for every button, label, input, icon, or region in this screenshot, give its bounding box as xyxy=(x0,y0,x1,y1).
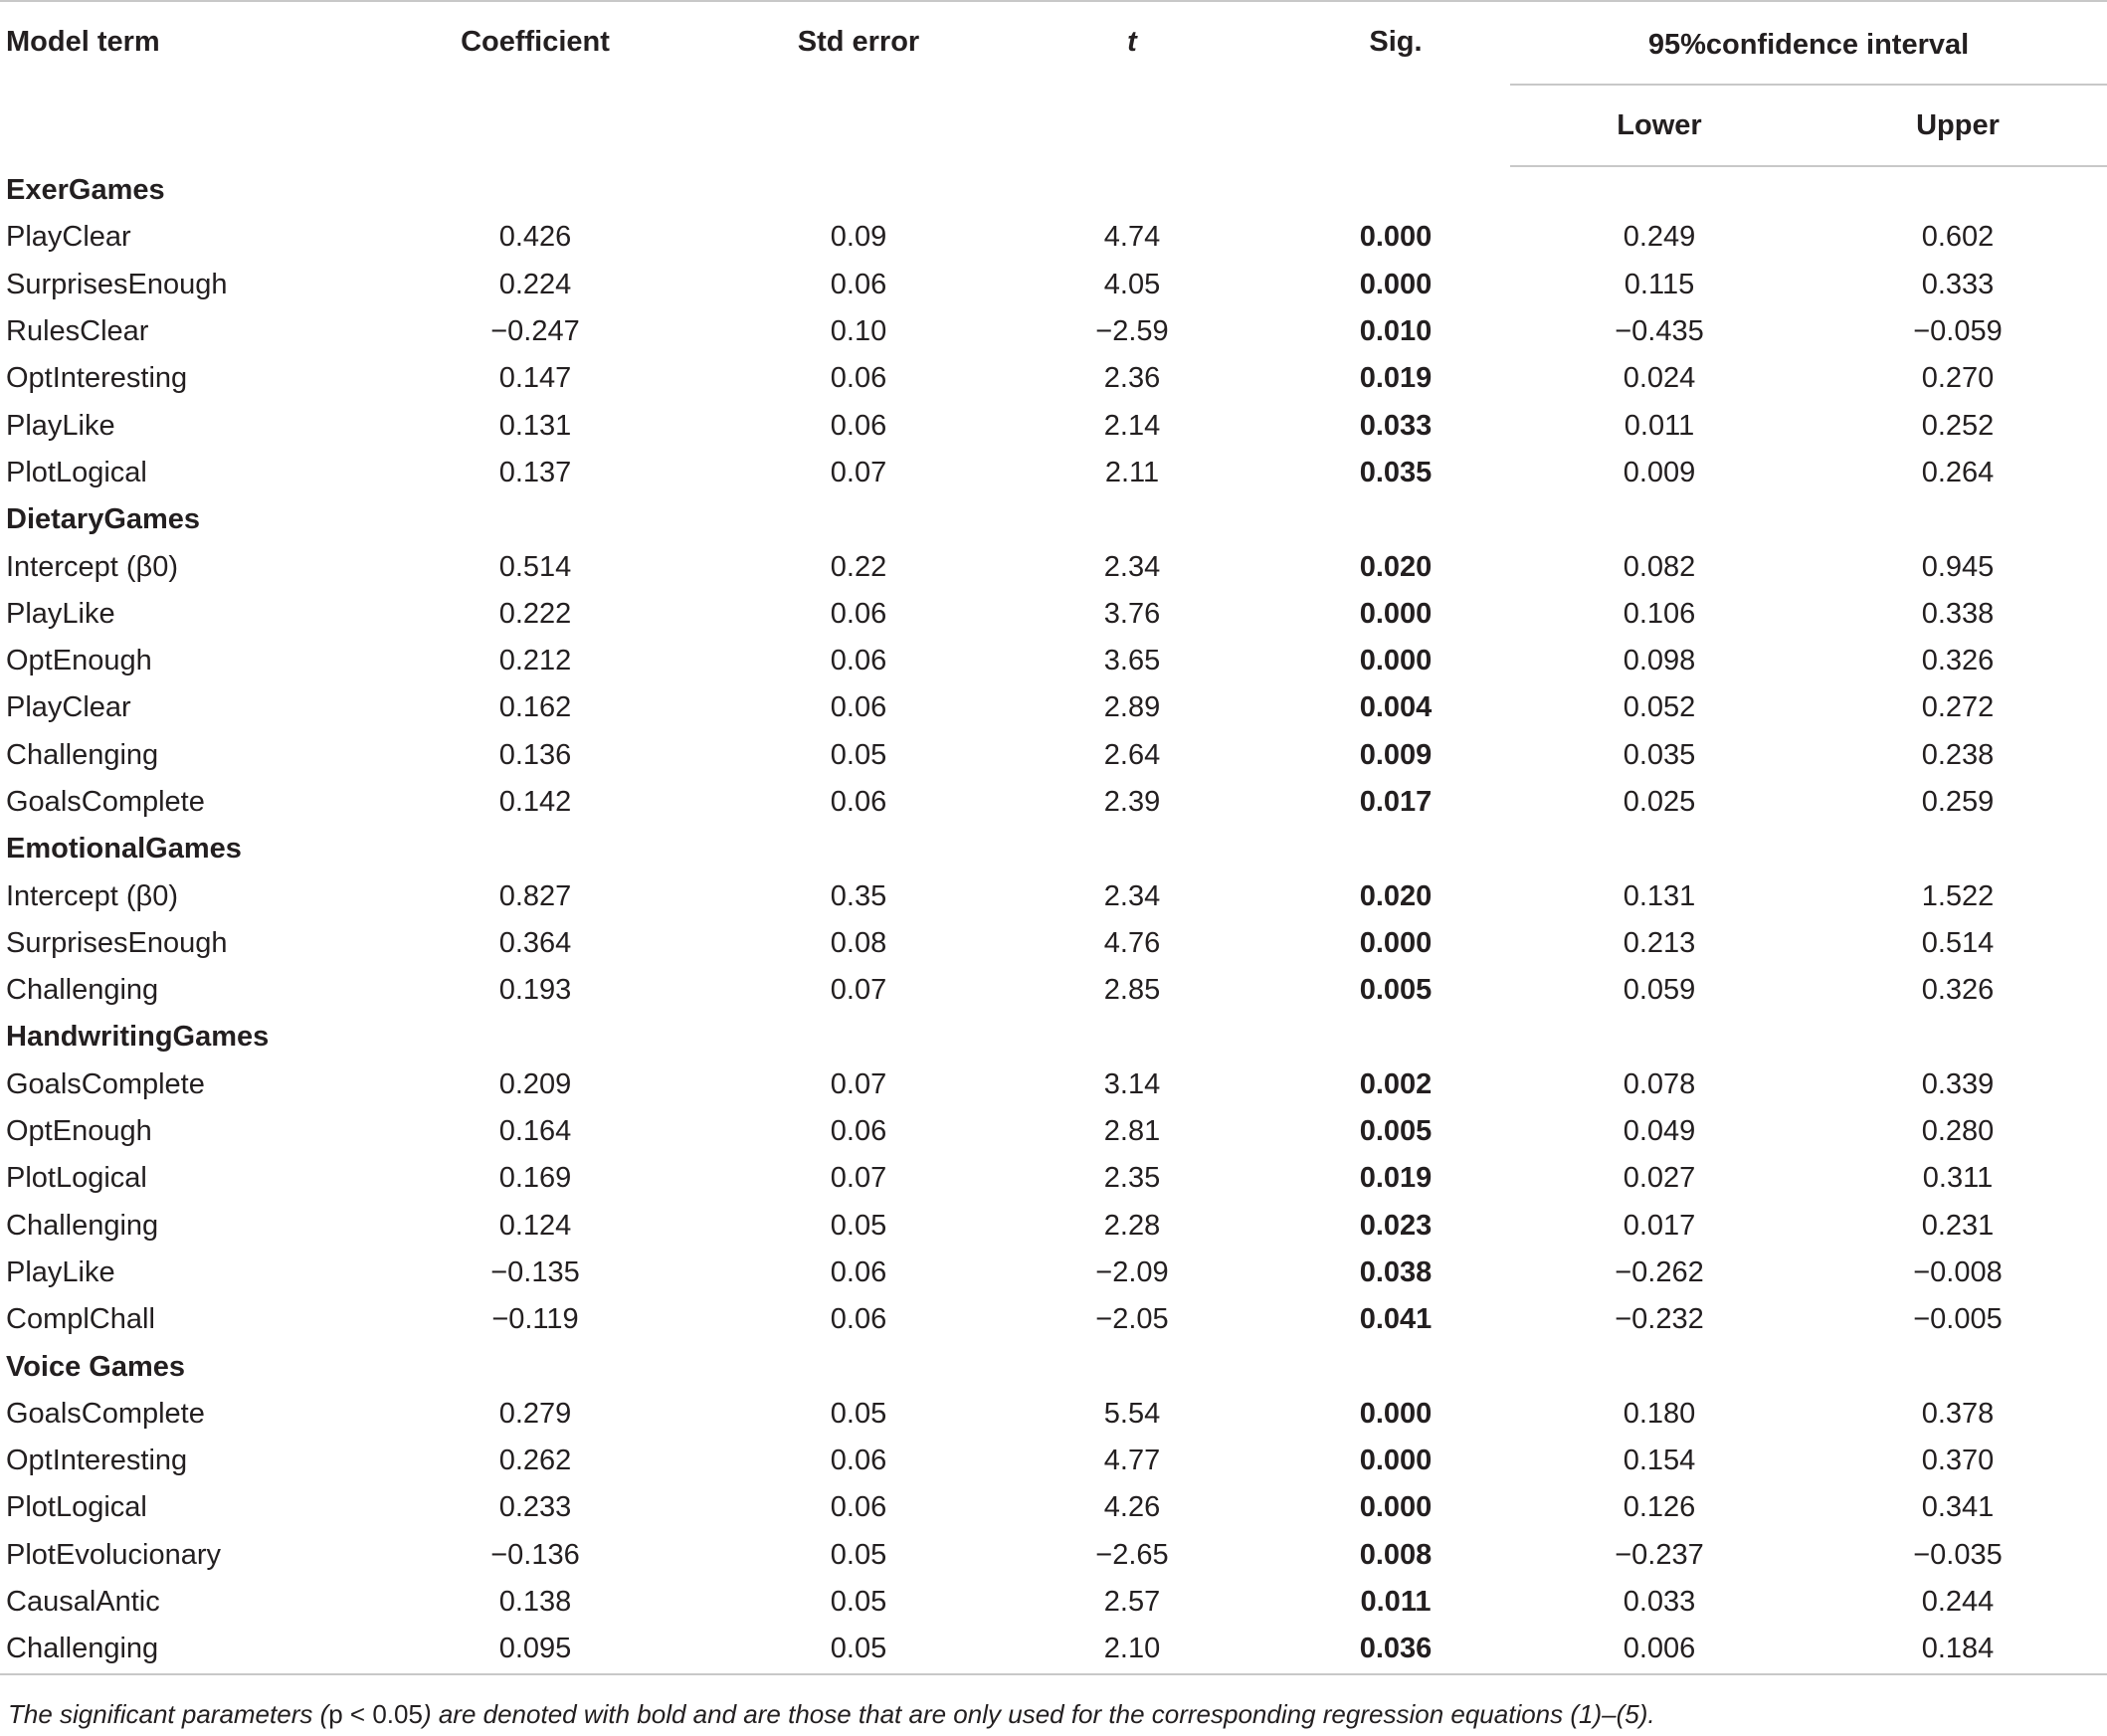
cell-lower: 0.213 xyxy=(1623,926,1696,959)
table-row xyxy=(0,450,2107,496)
cell-t: 2.35 xyxy=(1103,1162,1161,1195)
group-row xyxy=(0,1014,2107,1061)
cell-upper: 0.514 xyxy=(1921,926,1995,959)
table-row xyxy=(0,967,2107,1014)
cell-lower: 0.024 xyxy=(1623,362,1696,395)
cell-upper: 0.602 xyxy=(1921,221,1995,254)
footnote-text-after: ) are denoted with bold and are those that are only used for the corresponding regression equations (1)–(5). xyxy=(422,1699,1655,1729)
cell-sig: 0.041 xyxy=(1359,1303,1433,1336)
cell-term: SurprisesEnough xyxy=(6,268,228,300)
cell-sig: 0.009 xyxy=(1359,738,1433,771)
group-row xyxy=(0,166,2107,214)
cell-lower: 0.017 xyxy=(1623,1209,1696,1242)
cell-lower: 0.027 xyxy=(1623,1162,1696,1195)
cell-std-error: 0.06 xyxy=(830,362,887,395)
cell-t: 2.39 xyxy=(1103,786,1161,818)
cell-upper: 0.259 xyxy=(1921,786,1995,818)
cell-sig: 0.000 xyxy=(1359,268,1433,300)
cell-upper: 0.333 xyxy=(1921,268,1995,300)
cell-coefficient: 0.212 xyxy=(498,645,572,677)
cell-lower: 0.131 xyxy=(1623,879,1696,912)
cell-lower: 0.009 xyxy=(1623,456,1696,488)
cell-sig: 0.017 xyxy=(1359,786,1433,818)
cell-term: PlotLogical xyxy=(6,1162,147,1195)
cell-term: PlayLike xyxy=(6,409,115,442)
group-title: DietaryGames xyxy=(6,503,201,536)
cell-t: 2.57 xyxy=(1103,1586,1161,1619)
table-row xyxy=(0,1108,2107,1155)
cell-t: 4.05 xyxy=(1103,268,1161,300)
cell-upper: 0.945 xyxy=(1921,550,1995,583)
cell-sig: 0.002 xyxy=(1359,1067,1433,1100)
cell-std-error: 0.35 xyxy=(830,879,887,912)
table-row xyxy=(0,1626,2107,1673)
cell-std-error: 0.06 xyxy=(830,409,887,442)
cell-std-error: 0.07 xyxy=(830,456,887,488)
cell-lower: 0.115 xyxy=(1624,268,1695,300)
cell-coefficient: 0.224 xyxy=(498,268,572,300)
cell-lower: 0.059 xyxy=(1623,974,1696,1007)
cell-coefficient: 0.138 xyxy=(498,1586,572,1619)
cell-coefficient: 0.364 xyxy=(498,926,572,959)
cell-upper: 1.522 xyxy=(1921,879,1995,912)
cell-sig: 0.005 xyxy=(1359,1115,1433,1148)
table-row xyxy=(0,638,2107,684)
cell-upper: 0.338 xyxy=(1921,597,1995,630)
cell-term: Intercept (β0) xyxy=(6,879,179,912)
header-upper: Upper xyxy=(1809,85,2107,166)
cell-coefficient: 0.209 xyxy=(498,1067,572,1100)
cell-t: −2.65 xyxy=(1095,1538,1169,1571)
cell-term: GoalsComplete xyxy=(6,1067,205,1100)
table-row xyxy=(0,684,2107,731)
cell-upper: 0.341 xyxy=(1921,1491,1995,1524)
cell-std-error: 0.05 xyxy=(830,1209,887,1242)
group-title: HandwritingGames xyxy=(6,1021,270,1054)
cell-term: SurprisesEnough xyxy=(6,926,228,959)
cell-sig: 0.000 xyxy=(1359,645,1433,677)
cell-sig: 0.038 xyxy=(1359,1255,1433,1288)
cell-upper: 0.231 xyxy=(1921,1209,1995,1242)
cell-term: PlayClear xyxy=(6,691,131,724)
cell-lower: 0.154 xyxy=(1623,1445,1696,1477)
header-confidence-interval: 95%confidence interval xyxy=(1510,6,2107,85)
cell-upper: 0.370 xyxy=(1921,1445,1995,1477)
cell-coefficient: 0.193 xyxy=(498,974,572,1007)
cell-t: −2.09 xyxy=(1095,1255,1169,1288)
cell-term: PlotLogical xyxy=(6,1491,147,1524)
cell-coefficient: 0.514 xyxy=(498,550,572,583)
cell-t: 2.64 xyxy=(1103,738,1161,771)
cell-upper: 0.272 xyxy=(1921,691,1995,724)
cell-term: ComplChall xyxy=(6,1303,155,1336)
cell-lower: 0.126 xyxy=(1623,1491,1696,1524)
cell-t: 4.26 xyxy=(1103,1491,1161,1524)
cell-term: OptInteresting xyxy=(6,362,188,395)
table-row xyxy=(0,1391,2107,1438)
cell-upper: 0.311 xyxy=(1922,1162,1994,1195)
cell-std-error: 0.06 xyxy=(830,1445,887,1477)
cell-std-error: 0.09 xyxy=(830,221,887,254)
cell-t: 2.34 xyxy=(1103,879,1161,912)
cell-std-error: 0.05 xyxy=(734,1626,983,1673)
cell-upper: 0.270 xyxy=(1921,362,1995,395)
cell-coefficient: 0.827 xyxy=(498,879,572,912)
cell-coefficient: 0.095 xyxy=(336,1626,734,1673)
table-row xyxy=(0,1438,2107,1484)
table-row xyxy=(0,1203,2107,1250)
cell-coefficient: 0.124 xyxy=(498,1209,572,1242)
table-row xyxy=(0,543,2107,590)
cell-term: PlayLike xyxy=(6,1255,115,1288)
cell-upper: −0.005 xyxy=(1913,1303,2003,1336)
cell-std-error: 0.06 xyxy=(830,268,887,300)
header-model-term: Model term xyxy=(6,26,160,58)
table-row xyxy=(0,1155,2107,1202)
cell-lower: 0.011 xyxy=(1624,409,1695,442)
table-row xyxy=(0,872,2107,919)
cell-lower: 0.025 xyxy=(1623,786,1696,818)
cell-t: 4.74 xyxy=(1103,221,1161,254)
cell-lower: 0.249 xyxy=(1623,221,1696,254)
cell-sig: 0.000 xyxy=(1359,926,1433,959)
table-row xyxy=(0,591,2107,638)
cell-lower: 0.180 xyxy=(1623,1397,1696,1430)
cell-upper: −0.059 xyxy=(1913,315,2003,348)
cell-t: 4.77 xyxy=(1103,1445,1161,1477)
cell-t: 2.14 xyxy=(1103,409,1161,442)
cell-lower: 0.078 xyxy=(1623,1067,1696,1100)
table-row xyxy=(0,1579,2107,1626)
cell-coefficient: −0.119 xyxy=(491,1303,579,1336)
cell-lower: 0.033 xyxy=(1623,1586,1696,1619)
cell-sig: 0.004 xyxy=(1359,691,1433,724)
cell-std-error: 0.06 xyxy=(830,786,887,818)
table-row xyxy=(0,1061,2107,1108)
cell-t: 2.85 xyxy=(1103,974,1161,1007)
cell-t: 3.65 xyxy=(1103,645,1161,677)
group-title: EmotionalGames xyxy=(6,833,242,866)
cell-std-error: 0.07 xyxy=(830,974,887,1007)
cell-term: PlayClear xyxy=(6,221,131,254)
cell-term: PlotEvolucionary xyxy=(6,1538,221,1571)
cell-sig: 0.005 xyxy=(1359,974,1433,1007)
table-row xyxy=(0,308,2107,355)
cell-upper: 0.238 xyxy=(1921,738,1995,771)
footnote-p-value: p < 0.05 xyxy=(328,1699,423,1729)
cell-std-error: 0.10 xyxy=(830,315,887,348)
cell-std-error: 0.08 xyxy=(830,926,887,959)
cell-upper: 0.264 xyxy=(1921,456,1995,488)
table-row xyxy=(0,920,2107,967)
cell-sig: 0.020 xyxy=(1359,550,1433,583)
group-title: Voice Games xyxy=(6,1350,186,1383)
cell-term: PlayLike xyxy=(6,597,115,630)
cell-coefficient: 0.164 xyxy=(498,1115,572,1148)
cell-sig: 0.023 xyxy=(1359,1209,1433,1242)
cell-sig: 0.000 xyxy=(1359,1445,1433,1477)
cell-lower: 0.035 xyxy=(1623,738,1696,771)
cell-term: GoalsComplete xyxy=(6,1397,205,1430)
cell-std-error: 0.06 xyxy=(830,645,887,677)
cell-term: Intercept (β0) xyxy=(6,550,179,583)
cell-coefficient: 0.279 xyxy=(498,1397,572,1430)
cell-t: 2.11 xyxy=(1104,456,1160,488)
header-t: t xyxy=(1127,26,1137,58)
cell-lower: 0.106 xyxy=(1623,597,1696,630)
header-coefficient: Coefficient xyxy=(461,26,610,58)
cell-std-error: 0.05 xyxy=(830,738,887,771)
table-row xyxy=(0,402,2107,449)
cell-term: PlotLogical xyxy=(6,456,147,488)
cell-term: OptEnough xyxy=(6,1115,152,1148)
cell-t: 2.34 xyxy=(1103,550,1161,583)
cell-t: −2.05 xyxy=(1095,1303,1169,1336)
cell-term: GoalsComplete xyxy=(6,786,205,818)
cell-t: 2.81 xyxy=(1103,1115,1161,1148)
cell-coefficient: −0.135 xyxy=(490,1255,580,1288)
cell-coefficient: 0.233 xyxy=(498,1491,572,1524)
cell-std-error: 0.06 xyxy=(830,1491,887,1524)
header-sig: Sig. xyxy=(1369,26,1423,58)
group-row xyxy=(0,826,2107,872)
cell-lower: −0.232 xyxy=(1615,1303,1704,1336)
cell-term: CausalAntic xyxy=(6,1586,160,1619)
cell-coefficient: 0.136 xyxy=(498,738,572,771)
cell-lower: 0.082 xyxy=(1623,550,1696,583)
cell-t: 2.89 xyxy=(1103,691,1161,724)
cell-sig: 0.000 xyxy=(1359,1491,1433,1524)
cell-std-error: 0.07 xyxy=(830,1162,887,1195)
cell-sig: 0.019 xyxy=(1359,1162,1433,1195)
cell-t: 3.14 xyxy=(1103,1067,1161,1100)
cell-upper: −0.008 xyxy=(1913,1255,2003,1288)
cell-sig: 0.000 xyxy=(1359,221,1433,254)
cell-term: Challenging xyxy=(6,974,159,1007)
cell-t: 4.76 xyxy=(1103,926,1161,959)
cell-coefficient: −0.247 xyxy=(490,315,580,348)
cell-std-error: 0.07 xyxy=(830,1067,887,1100)
cell-std-error: 0.06 xyxy=(830,1115,887,1148)
cell-std-error: 0.05 xyxy=(830,1538,887,1571)
cell-term: RulesClear xyxy=(6,315,149,348)
group-title: ExerGames xyxy=(6,174,165,207)
cell-std-error: 0.06 xyxy=(830,1303,887,1336)
cell-lower: −0.435 xyxy=(1615,315,1704,348)
cell-std-error: 0.05 xyxy=(830,1397,887,1430)
cell-term: OptEnough xyxy=(6,645,152,677)
cell-coefficient: 0.131 xyxy=(498,409,572,442)
cell-lower: −0.262 xyxy=(1615,1255,1704,1288)
cell-std-error: 0.05 xyxy=(830,1586,887,1619)
cell-term: Challenging xyxy=(0,1626,336,1673)
cell-upper: 0.280 xyxy=(1921,1115,1995,1148)
table-row xyxy=(0,1532,2107,1579)
cell-upper: 0.326 xyxy=(1921,645,1995,677)
cell-coefficient: 0.137 xyxy=(498,456,572,488)
cell-sig: 0.036 xyxy=(1281,1626,1510,1673)
group-row xyxy=(0,1343,2107,1390)
table-footnote xyxy=(8,1699,1655,1730)
cell-sig: 0.000 xyxy=(1359,597,1433,630)
cell-t: 2.36 xyxy=(1103,362,1161,395)
table-row xyxy=(0,732,2107,779)
cell-coefficient: 0.147 xyxy=(498,362,572,395)
table-row xyxy=(0,1296,2107,1343)
cell-sig: 0.010 xyxy=(1359,315,1433,348)
table-row xyxy=(0,779,2107,826)
cell-std-error: 0.22 xyxy=(830,550,887,583)
cell-lower: −0.237 xyxy=(1615,1538,1704,1571)
cell-t: 2.28 xyxy=(1103,1209,1161,1242)
cell-t: 2.10 xyxy=(983,1626,1281,1673)
cell-t: 5.54 xyxy=(1103,1397,1161,1430)
table-row xyxy=(0,262,2107,308)
cell-lower: 0.052 xyxy=(1623,691,1696,724)
cell-coefficient: 0.162 xyxy=(498,691,572,724)
cell-coefficient: 0.262 xyxy=(498,1445,572,1477)
cell-t: −2.59 xyxy=(1095,315,1169,348)
table-body xyxy=(0,166,2107,1674)
cell-upper: 0.326 xyxy=(1921,974,1995,1007)
cell-sig: 0.033 xyxy=(1359,409,1433,442)
cell-sig: 0.035 xyxy=(1359,456,1433,488)
cell-sig: 0.008 xyxy=(1359,1538,1433,1571)
cell-term: Challenging xyxy=(6,1209,159,1242)
cell-sig: 0.011 xyxy=(1360,1586,1432,1619)
cell-term: Challenging xyxy=(6,738,159,771)
cell-sig: 0.020 xyxy=(1359,879,1433,912)
table-row xyxy=(0,355,2107,402)
cell-upper: 0.244 xyxy=(1921,1586,1995,1619)
header-lower: Lower xyxy=(1510,85,1809,166)
cell-std-error: 0.06 xyxy=(830,1255,887,1288)
cell-upper: 0.378 xyxy=(1921,1397,1995,1430)
cell-coefficient: −0.136 xyxy=(490,1538,580,1571)
cell-coefficient: 0.142 xyxy=(498,786,572,818)
cell-coefficient: 0.426 xyxy=(498,221,572,254)
cell-t: 3.76 xyxy=(1103,597,1161,630)
cell-upper: 0.252 xyxy=(1921,409,1995,442)
cell-lower: 0.049 xyxy=(1623,1115,1696,1148)
footnote-text-before: The significant parameters ( xyxy=(8,1699,329,1729)
cell-sig: 0.000 xyxy=(1359,1397,1433,1430)
cell-coefficient: 0.169 xyxy=(498,1162,572,1195)
cell-std-error: 0.06 xyxy=(830,597,887,630)
cell-coefficient: 0.222 xyxy=(498,597,572,630)
table-row xyxy=(0,1250,2107,1296)
group-row xyxy=(0,496,2107,543)
cell-term: OptInteresting xyxy=(6,1445,188,1477)
table-row xyxy=(0,214,2107,261)
cell-sig: 0.019 xyxy=(1359,362,1433,395)
table-header xyxy=(0,1,2107,166)
cell-std-error: 0.06 xyxy=(830,691,887,724)
cell-upper: 0.184 xyxy=(1809,1626,2107,1673)
cell-lower: 0.098 xyxy=(1623,645,1696,677)
cell-upper: 0.339 xyxy=(1921,1067,1995,1100)
header-std-error: Std error xyxy=(797,26,920,58)
cell-lower: 0.006 xyxy=(1510,1626,1809,1673)
cell-upper: −0.035 xyxy=(1913,1538,2003,1571)
table-row xyxy=(0,1484,2107,1531)
